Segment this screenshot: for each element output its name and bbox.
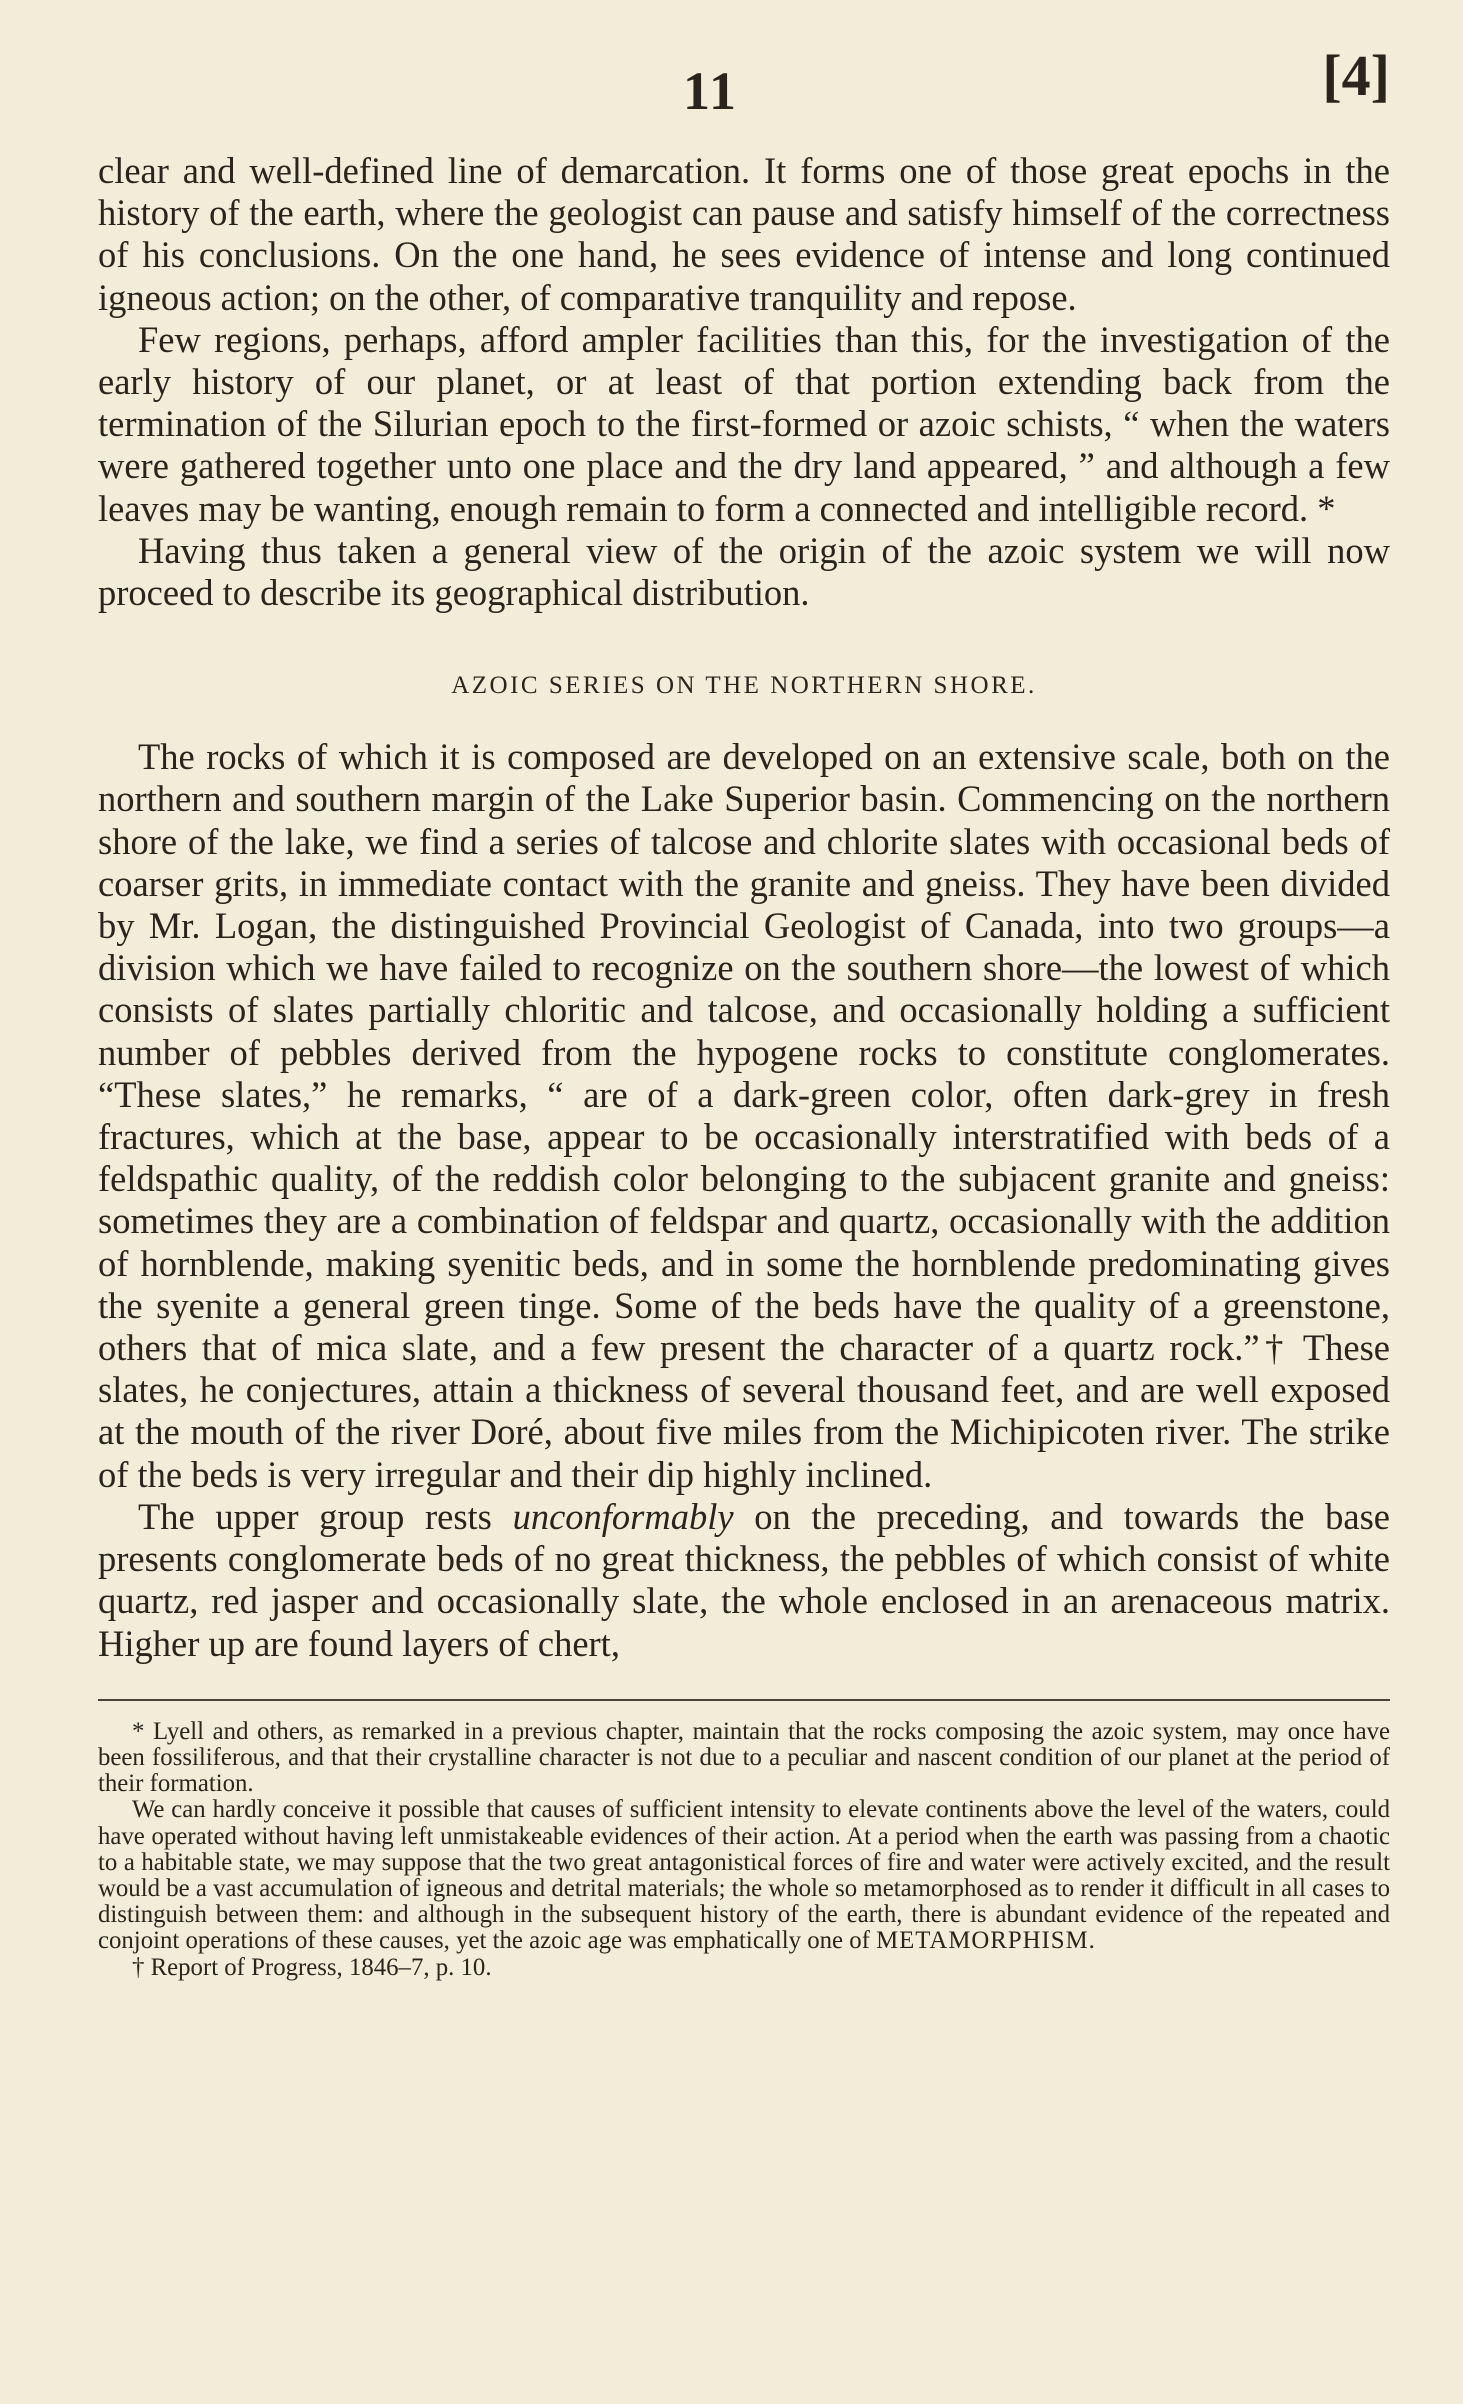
paragraph-text: on the preceding, and towards the base presents conglomerate beds of no great thickness, the pebbles of which consist of white quartz, red jasper and occasionally slate, the whole enclosed in an arenaceous matrix. Higher up are found layers of chert,	[98, 1495, 1390, 1664]
page-header	[98, 40, 1390, 150]
paragraph: Few regions, perhaps, afford ampler facilities than this, for the investigation of the early history of our planet, or at least of that portion extending back from the termination of the Silurian epoch to the first-formed or azoic schists, “ when the waters were gathered together unto one place and the dry land appeared, ” and although a few leaves may be wanting, enough remain to form a connected and intelligible record. *	[98, 318, 1390, 529]
footnote	[98, 1797, 1390, 1954]
page-number: 11	[683, 61, 739, 121]
paragraph: Having thus taken a general view of the origin of the azoic system we will now proceed to describe its geographical distribution.	[98, 529, 1390, 614]
footnote-text: We can hardly conceive it possible that causes of sufficient intensity to elevate continents above the level of the waters, could have operated without having left unmistakeable evidences of their action. At a period when the earth was passing from a chaotic to a habitable state, we may suppose that the two great antagonistical forces of fire and water were actively excited, and the result would be a vast accumulation of igneous and detrital materials; the whole so metamorphosed as to render it difficult in all cases to distinguish between them: and although in the subsequent history of the earth, there is abundant evidence of the repeated and conjoint operations of these causes, yet the azoic age was emphatically one of	[98, 1796, 1390, 1955]
footnote: † Report of Progress, 1846–7, p. 10.	[132, 1953, 492, 1981]
footnote-divider	[98, 1699, 1390, 1701]
opening-text	[98, 150, 1390, 614]
paragraph	[98, 1496, 1390, 1665]
paragraph-text: The upper group rests	[138, 1495, 513, 1537]
section-text	[98, 736, 1390, 1664]
section-heading: AZOIC SERIES ON THE NORTHERN SHORE.	[451, 672, 1037, 700]
report-page-number: [4]	[1322, 43, 1390, 108]
footnotes	[98, 1719, 1390, 1981]
footnote: * Lyell and others, as remarked in a previous chapter, maintain that the rocks composing the azoic system, may once have been fossiliferous, and that their crystalline character is not due to a peculiar and nascent condition of our planet at the period of their formation.	[98, 1717, 1390, 1798]
document-page	[98, 40, 1390, 1981]
footnote-emphasis: METAMORPHISM.	[876, 1927, 1096, 1955]
paragraph: The rocks of which it is composed are developed on an extensive scale, both on the northern and southern margin of the Lake Superior basin. Commencing on the northern shore of the lake, we find a series of talcose and chlorite slates with occasional beds of coarser grits, in immediate contact with the granite and gneiss. They have been divided by Mr. Logan, the distinguished Provincial Geologist of Canada, into two groups—a division which we have failed to recognize on the southern shore—the lowest of which consists of slates partially chloritic and talcose, and occasionally holding a sufficient number of pebbles derived from the hypogene rocks to constitute conglomerates. “These slates,” he remarks, “ are of a dark-green color, often dark-grey in fresh fractures, which at the base, appear to be occasionally interstratified with beds of a feldspathic quality, of the reddish color belonging to the subjacent granite and gneiss: sometimes they are a combination of feldspar and quartz, occasionally with the addition of hornblende, making syenitic beds, and in some the hornblende predominating gives the syenite a general green tinge. Some of the beds have the quality of a greenstone, others that of mica slate, and a few present the character of a quartz rock.”† These slates, he conjectures, attain a thickness of several thousand feet, and are well exposed at the mouth of the river Doré, about five miles from the Michipicoten river. The strike of the beds is very irregular and their dip highly inclined.	[98, 736, 1390, 1495]
paragraph: clear and well-defined line of demarcation. It forms one of those great epochs in the history of the earth, where the geologist can pause and satisfy himself of the correctness of his conclusions. On the one hand, he sees evidence of intense and long continued igneous action; on the other, of comparative tranquility and repose.	[98, 150, 1390, 318]
emphasis-text: unconformably	[512, 1495, 734, 1537]
